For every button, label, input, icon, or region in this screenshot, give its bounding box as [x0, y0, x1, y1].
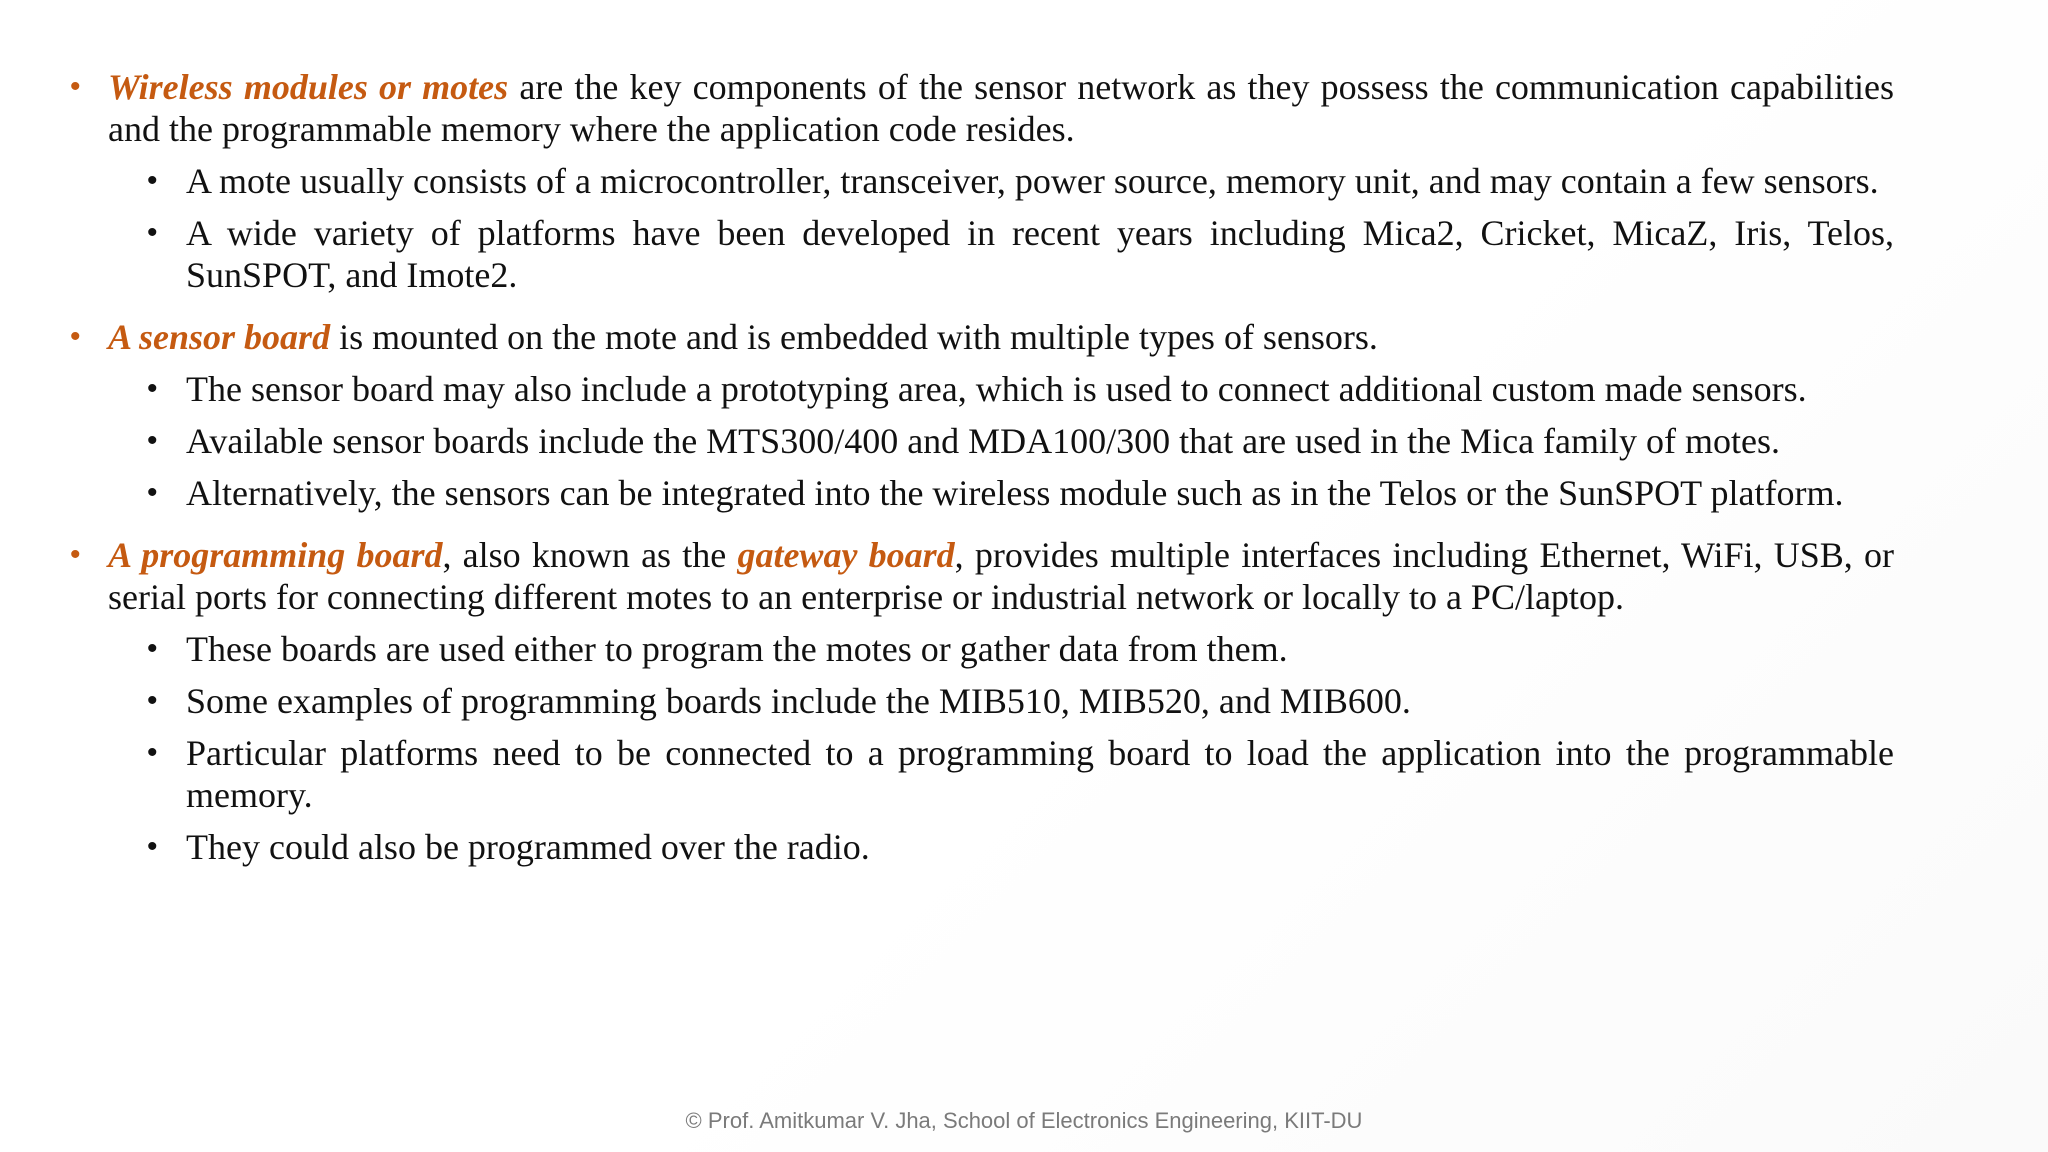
slide-content: [70, 66, 1894, 868]
bullet-text: is mounted on the mote and is embedded with multiple types of sensors.: [330, 317, 1378, 357]
bullet-dot-icon: •: [147, 372, 158, 405]
sub-bullet-text: Alternatively, the sensors can be integrated into the wireless module such as in the Telos or the SunSPOT platform.: [186, 473, 1844, 513]
sub-bullet-text: These boards are used either to program the motes or gather data from them.: [186, 629, 1288, 669]
bullet-dot-icon: •: [147, 830, 158, 863]
term-programming-board: A programming board: [108, 535, 443, 575]
sub-bullet: [147, 368, 1894, 410]
bullet-dot-icon: •: [147, 736, 158, 769]
main-bullet-motes: [70, 66, 1894, 150]
sub-bullet: [147, 628, 1894, 670]
sub-bullet-text: The sensor board may also include a prototyping area, which is used to connect additional custom made sensors.: [186, 369, 1807, 409]
bullet-dot-icon: •: [147, 216, 158, 249]
sub-bullet: [147, 472, 1894, 514]
bullet-text: are the key components of the sensor network as they possess the communication capabilities and the programmable memory where the application code resides.: [108, 67, 1894, 149]
term-wireless-modules: Wireless modules or motes: [108, 67, 509, 107]
bullet-dot-icon: •: [70, 320, 81, 353]
sub-bullet: [147, 826, 1894, 868]
bullet-dot-icon: •: [147, 632, 158, 665]
bullet-dot-icon: •: [147, 164, 158, 197]
bullet-dot-icon: •: [147, 476, 158, 509]
sub-bullet: [147, 680, 1894, 722]
sub-bullet-text: Available sensor boards include the MTS300/400 and MDA100/300 that are used in the Mica family of motes.: [186, 421, 1781, 461]
main-bullet-programming-board: [70, 534, 1894, 618]
sub-bullet: [147, 732, 1894, 816]
slide-footer: © Prof. Amitkumar V. Jha, School of Electronics Engineering, KIIT-DU: [685, 1108, 1363, 1133]
bullet-dot-icon: •: [147, 424, 158, 457]
sub-bullet-text: They could also be programmed over the radio.: [186, 827, 870, 867]
sub-bullet-text: Particular platforms need to be connected to a programming board to load the application into the programmable memory.: [186, 733, 1894, 815]
sub-bullet: [147, 212, 1894, 296]
sub-bullet-text: A mote usually consists of a microcontroller, transceiver, power source, memory unit, and may contain a few sensors.: [186, 161, 1879, 201]
bullet-dot-icon: •: [147, 684, 158, 717]
bullet-dot-icon: •: [70, 70, 81, 103]
main-bullet-sensor-board: [70, 316, 1894, 358]
sub-bullet-text: Some examples of programming boards include the MIB510, MIB520, and MIB600.: [186, 681, 1411, 721]
term-gateway-board: gateway board: [737, 535, 955, 575]
sub-bullet: [147, 160, 1894, 202]
sub-bullet-text: A wide variety of platforms have been developed in recent years including Mica2, Cricket, MicaZ, Iris, Telos, SunSPOT, and Imote2.: [186, 213, 1894, 295]
bullet-text: , also known as the: [442, 535, 738, 575]
bullet-dot-icon: •: [70, 538, 81, 571]
sub-bullet: [147, 420, 1894, 462]
term-sensor-board: A sensor board: [108, 317, 331, 357]
bullet-text: , provides multiple interfaces including Ethernet, WiFi, USB, or serial ports for connecting different motes to an enterprise or industrial network or locally to a PC/laptop.: [108, 535, 1894, 617]
